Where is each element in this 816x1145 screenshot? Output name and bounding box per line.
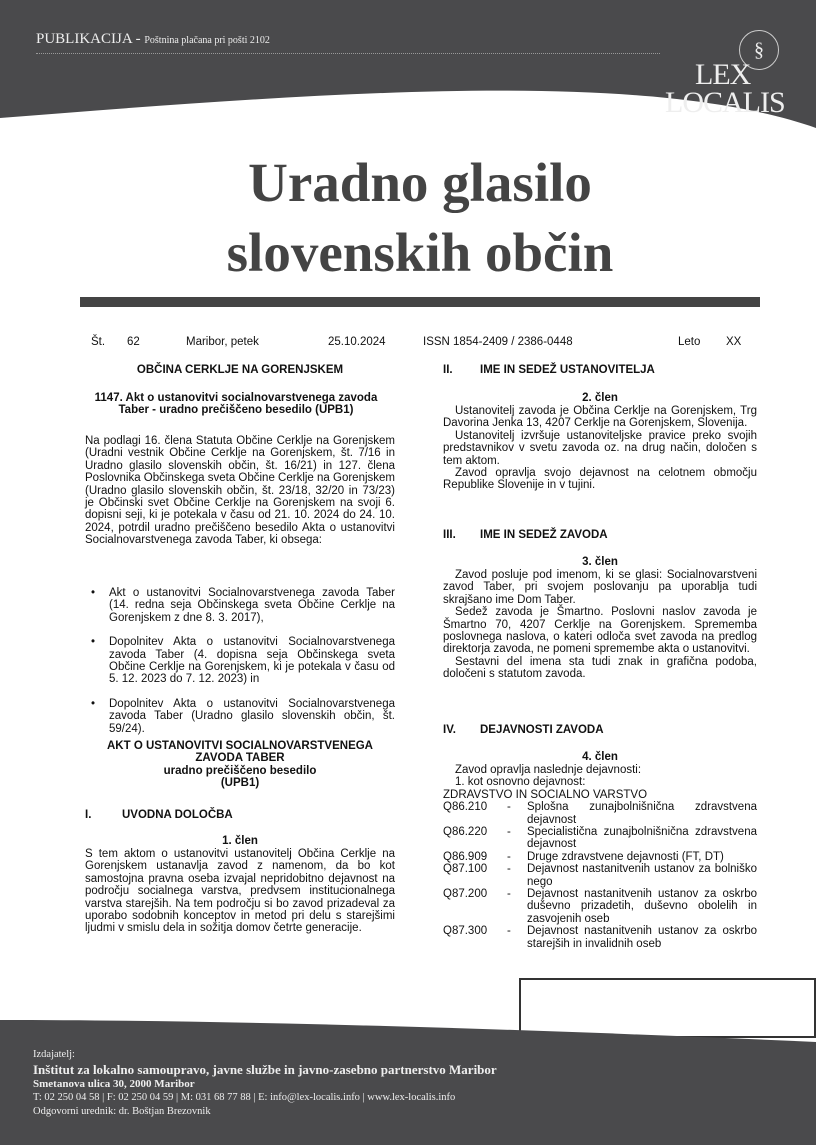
editor: Odgovorni urednik: dr. Boštjan Brezovnik [33, 1106, 211, 1117]
section-heading: IV. DEJAVNOSTI ZAVODA [443, 724, 604, 736]
footer-band: Izdajatelj: Inštitut za lokalno samoupravo, javne službe in javno-zasebno partnerstvo Maribor Smetanova ulica 30, 2000 Maribor T: 02 250 04 58 | F: 02 250 04 59 | M: 031 68 77 88 | E: info@lex-localis.info | www.lex-localis.info Odgovorni urednik: dr. Boštjan Brezovnik [0, 1020, 816, 1145]
list-item: • Dopolnitev Akta o ustanovitvi Socialnovarstvenega zavoda Taber (Uradno glasilo slovenskih občin, št. 59/24). [85, 698, 395, 735]
activity-text: Specialistična zunajbolnišnična zdravstvena dejavnost [527, 826, 757, 851]
activity-text: Dejavnost nastanitvenih ustanov za oskrbo starejših in invalidnih oseb [527, 925, 757, 950]
list-item: • Akt o ustanovitvi Socialnovarstvenega zavoda Taber (14. redna seja Občinskega sveta Občine Cerklje na Gorenjskem z dne 8. 3. 2017), [85, 587, 395, 624]
activity-dash: - [507, 888, 511, 901]
activity-code: Q87.200 [443, 888, 488, 901]
page-title: Uradno glasilo slovenskih občin [226, 152, 614, 283]
intro-paragraph: Na podlagi 16. člena Statuta Občine Cerklje na Gorenjskem (Uradni vestnik Občine Cerklje na Gorenjskem, št. 7/16 in Uradno glasilo slovenskih občin, št. 16/21) in 127. člena Poslovnika Občinskega sveta Občine Cerklje na Gorenjskem (Uradno glasilo slovenskih občin, št. 23/18, 32/20 in 73/23) je Občinski svet Občine Cerklje na Gorenjskem na svoji 6. dopisni seji, ki je potekala v času od 21. 10. 2024 do 24. 10. 2024, potrdil uradno prečiščeno besedilo Akta o ustanovitvi Socialnovarstvenega zavoda Taber, ki obsega: [85, 435, 396, 547]
lex-localis-logo: § LEX LOCALIS [665, 30, 790, 120]
postage-text: Poštnina plačana pri pošti 2102 [144, 35, 270, 46]
activity-text: Dejavnost nastanitvenih ustanov za bolniško nego [527, 863, 757, 888]
activity-dash: - [507, 863, 511, 876]
activity-row [443, 801, 757, 826]
publisher-name: Inštitut za lokalno samoupravo, javne službe in javno-zasebno partnerstvo Maribor [33, 1062, 497, 1077]
activity-dash: - [507, 850, 511, 863]
header-band [0, 0, 816, 130]
activity-code: Q86.210 [443, 801, 488, 814]
activity-code: Q87.300 [443, 925, 488, 938]
municipality-heading: OBČINA CERKLJE NA GORENJSKEM [136, 364, 344, 376]
activity-row [443, 826, 757, 851]
activity-row [443, 851, 757, 863]
activity-row [443, 925, 757, 950]
activity-dash: - [507, 826, 511, 839]
activity-row [443, 863, 757, 888]
activity-text: Splošna zunajbolnišnična zdravstvena dejavnost [527, 801, 757, 826]
publisher-address: Smetanova ulica 30, 2000 Maribor [33, 1078, 195, 1090]
article-title: 2. člen [582, 392, 618, 404]
publication-label: PUBLIKACIJA - Poštnina plačana pri pošti 2102 [36, 31, 270, 47]
article-text: S tem aktom o ustanovitvi ustanovitelj Občina Cerklje na Gorenjskem ustanavlja zavod z namenom, da bo kot samostojna pravna oseba izvajal nepridobitno dejavnost na področju socialnega varstva, predvsem institucionalnega varstva starejših. Na tem področju si bo zavod prizadeval za uporabo sodobnih konceptov in metod pri delu s starejšimi ljudmi v smislu dela in sožitja domov četrte generacije. [85, 848, 395, 935]
section-heading: III. IME IN SEDEŽ ZAVODA [443, 529, 608, 541]
article-title: 1. člen [222, 835, 258, 847]
article-text: Ustanovitelj zavoda je Občina Cerklje na Gorenjskem, Trg Davorina Jenka 13, 4207 Cerklje na Gorenjskem, Slovenija. Ustanovitelj izvršuje ustanoviteljske pravice preko svojih predstavnikov v svetu zavoda oz. na drug način, določen s tem aktom. Zavod opravlja svojo dejavnost na celotnem območju Republike Slovenije in v tujini. [443, 405, 757, 492]
activity-code: Q87.100 [443, 863, 488, 876]
article-title: 4. člen [582, 751, 618, 763]
dotted-divider [36, 53, 660, 54]
activity-row [443, 888, 757, 925]
section-sign-icon: § [739, 30, 779, 70]
section-heading: II. IME IN SEDEŽ USTANOVITELJA [443, 364, 655, 376]
publisher-contacts: T: 02 250 04 58 | F: 02 250 04 59 | M: 031 68 77 88 | E: info@lex-localis.info | www.lex-localis.info [33, 1092, 456, 1103]
amendments-list [85, 587, 395, 747]
title-divider [80, 297, 760, 307]
article-text: Zavod posluje pod imenom, ki se glasi: Socialnovarstveni zavod Taber, pri svojem poslovanju pa uporablja tudi skrajšano ime Dom Taber. Sedež zavoda je Šmartno. Poslovni naslov zavoda je Šmartno 70, 4207 Cerklje na Gorenjskem. Sprememba poslovnega naslova, o kateri odloča svet zavoda na predlog direktorja zavoda, ne pomeni spremembe akta o ustanovitvi. Sestavni del imena sta tudi znak in grafična podoba, določeni s statutom zavoda. [443, 569, 757, 681]
activities-list: Zavod opravlja naslednje dejavnosti: 1. kot osnovno dejavnost: ZDRAVSTVO IN SOCIALNO VARSTVO Q86.210 - Splošna zunajbolnišnična zdravstvena dejavnost Q86.220 - Specialistična zunajbolnišnična zdravstvena dejavnost Q86.909 - Druge zdravstvene dejavnosti (FT, DT) Q87.100 - Dejavnost nastanitvenih ustanov za bolniško nego Q87.200 - Dejavnost nastanitvenih ustanov za oskrbo duševno prizadetih, duševno obolelih in zasvojenih oseb Q87.300 - Dejavnost nastanitvenih ustanov za oskrbo starejših in invalidnih oseb [443, 764, 757, 950]
activity-code: Q86.220 [443, 826, 488, 839]
section-heading: I. UVODNA DOLOČBA [85, 809, 233, 821]
article-title: 3. člen [582, 556, 618, 568]
activity-dash: - [507, 801, 511, 814]
act-heading: AKT O USTANOVITVI SOCIALNOVARSTVENEGA ZAVODA TABER uradno prečiščeno besedilo (UPB1) [106, 740, 373, 790]
activity-code: Q86.909 [443, 850, 488, 863]
activity-text: Druge zdravstvene dejavnosti (FT, DT) [527, 850, 724, 863]
list-item: • Dopolnitev Akta o ustanovitvi Socialnovarstvenega zavoda Taber (4. dopisna seja Občinskega sveta Občine Cerklje na Gorenjskem, ki je potekala v času od 5. 12. 2023 do 7. 12. 2023) in [85, 636, 395, 686]
activity-dash: - [507, 925, 511, 938]
act-title: 1147. Akt o ustanovitvi socialnovarstvenega zavoda Taber - uradno prečiščeno besedilo (UPB1) [94, 392, 378, 417]
activity-text: Dejavnost nastanitvenih ustanov za oskrbo duševno prizadetih, duševno obolelih in zasvojenih oseb [527, 888, 757, 925]
